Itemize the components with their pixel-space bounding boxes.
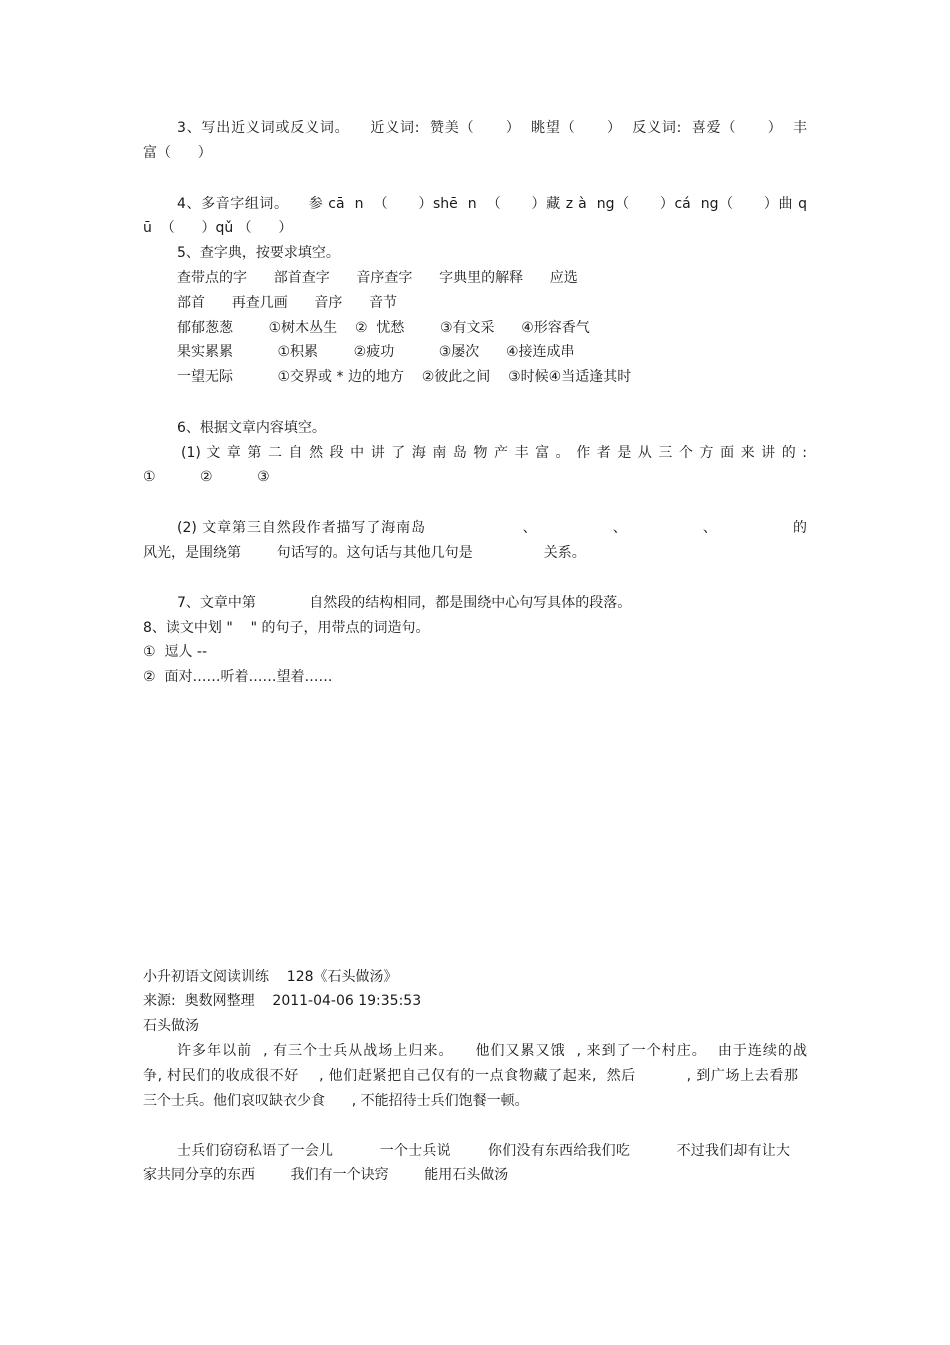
- article-para2-line2: 家共同分享的东西 我们有一个诀窍 能用石头做汤: [143, 1167, 509, 1183]
- article-para2-line1: 士兵们窃窃私语了一会儿 一个士兵说 你们没有东西给我们吃 不过我们却有让大: [177, 1143, 790, 1159]
- q5-header2: 部首 再查几画 音序 音节: [177, 295, 398, 311]
- q5-title: 5、查字典，按要求填空。: [177, 245, 340, 261]
- q4-line2: ū （ ）qǔ （ ）: [143, 220, 293, 236]
- q7: 7、文章中第 自然段的结构相同，都是围绕中心句写具体的段落。: [177, 595, 632, 611]
- article-title: 石头做汤: [143, 1018, 199, 1034]
- q5-row3: 一望无际 ①交界或 * 边的地方 ②彼此之间 ③时候④当适逢其时: [177, 369, 632, 385]
- q5-row1: 郁郁葱葱 ①树木丛生 ② 忧愁 ③有文采 ④形容香气: [177, 320, 590, 336]
- q6-title: 6、根据文章内容填空。: [177, 420, 326, 436]
- q3-line2: 富（ ）: [143, 145, 212, 161]
- article-para1-line2: 争, 村民们的收成很不好 , 他们赶紧把自己仅有的一点食物藏了起来, 然后 , 到广场上去看那: [143, 1068, 798, 1084]
- q6-p1-line1: (1) 文 章 第 二 自 然 段 中 讲 了 海 南 岛 物 产 丰 富 。 作 者 是 从 三 个 方 面 来 讲 的 :: [181, 445, 807, 461]
- article-header: 小升初语文阅读训练 128《石头做汤》: [143, 969, 398, 985]
- q6-p1-line2: ① ② ③: [143, 469, 270, 485]
- q6-p2-line2: 风光，是围绕第 句话写的。这句话与其他几句是 关系。: [143, 545, 586, 561]
- q5-header1: 查带点的字 部首查字 音序查字 字典里的解释 应选: [177, 270, 578, 286]
- q8-title: 8、读文中划 " " 的句子，用带点的词造句。: [143, 620, 430, 636]
- q6-p2-line1: (2) 文章第三自然段作者描写了海南岛 、 、 、 的: [177, 520, 807, 536]
- article-source: 来源: 奥数网整理 2011-04-06 19:35:53: [143, 993, 422, 1009]
- q4-line1: 4、多音字组词。 参 cā n （ ）shē n （ ）藏 z à ng（ ）cá ng（ ）曲 q: [177, 196, 807, 212]
- article-para1-line1: 许多年以前 , 有三个士兵从战场上归来。 他们又累又饿 , 来到了一个村庄。 由于连续的战: [177, 1043, 807, 1059]
- q3-line1: 3、写出近义词或反义词。 近义词: 赞美（ ） 眺望（ ） 反义词: 喜爱（ ） 丰: [177, 120, 807, 136]
- q5-row2: 果实累累 ①积累 ②疲功 ③屡次 ④接连成串: [177, 344, 575, 360]
- q8-item1: ① 逗人 --: [143, 644, 208, 660]
- article-para1-line3: 三个士兵。他们哀叹缺衣少食 , 不能招待士兵们饱餐一顿。: [143, 1093, 529, 1109]
- q8-item2: ② 面对……听着……望着……: [143, 669, 333, 685]
